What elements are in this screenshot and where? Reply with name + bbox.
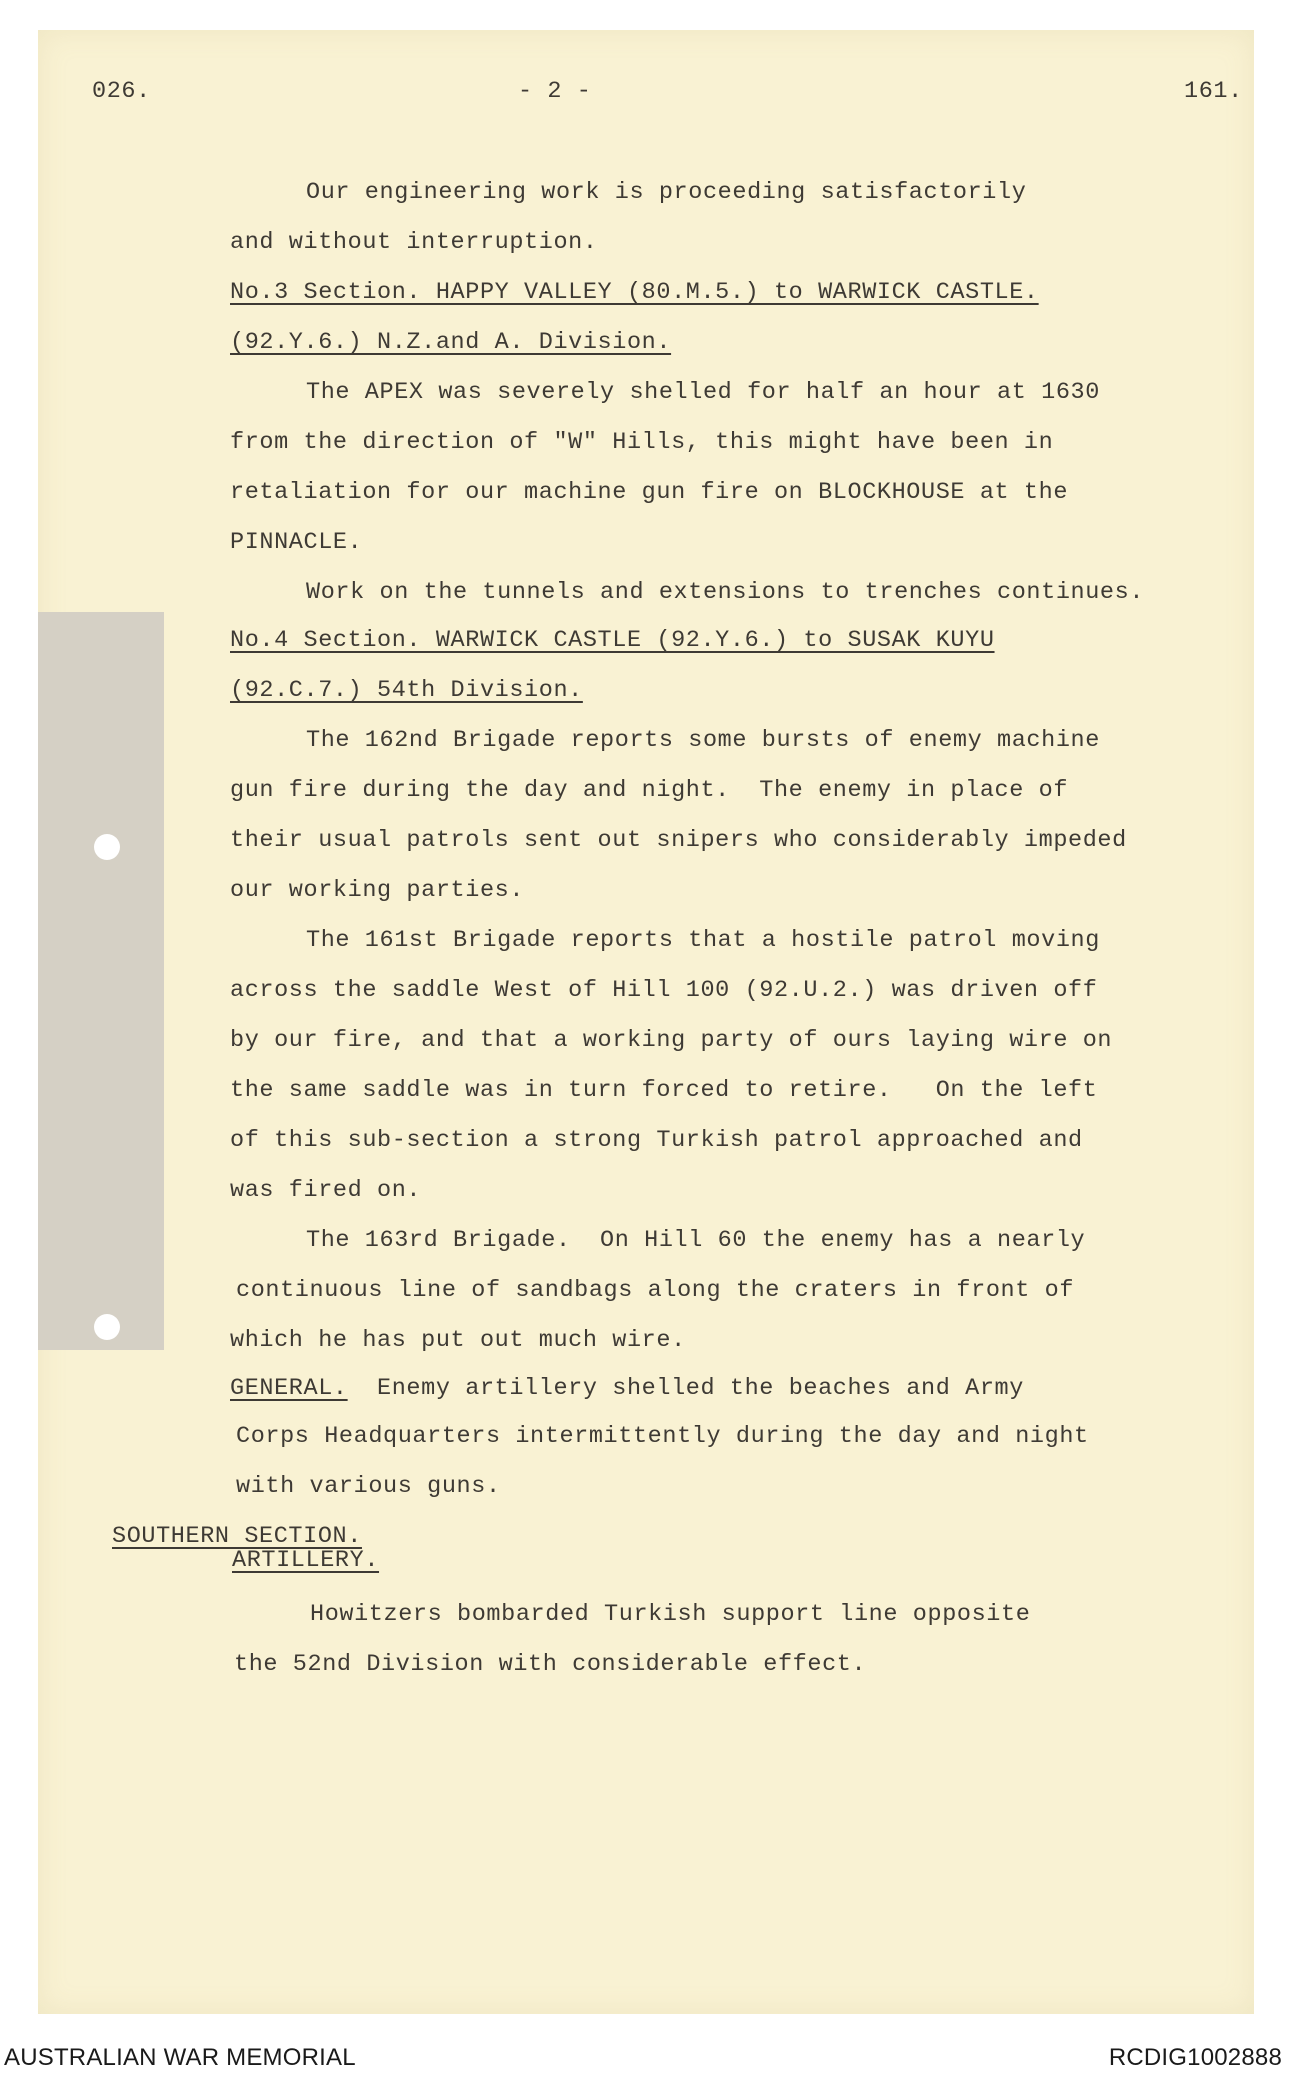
binding-tab [38,612,164,1350]
text-line: The 162nd Brigade reports some bursts of enemy machine [306,727,1100,754]
text-line: the 52nd Division with considerable effect. [234,1651,867,1678]
header-left-code: 026. [92,78,151,105]
section-heading: No.4 Section. WARWICK CASTLE (92.Y.6.) to SUSAK KUYU [230,627,995,654]
text-line: of this sub-section a strong Turkish patrol approached and [230,1127,1083,1154]
text-line: PINNACLE. [230,529,363,556]
text-line: The 163rd Brigade. On Hill 60 the enemy has a nearly [306,1227,1086,1254]
header-right-code: 161. [1184,78,1243,105]
text-line: and without interruption. [230,229,598,256]
text-line: our working parties. [230,877,525,904]
text-line: continuous line of sandbags along the craters in front of [236,1277,1075,1304]
general-heading: GENERAL. [230,1375,348,1402]
text-line: gun fire during the day and night. The enemy in place of [230,777,1069,804]
text-line: The 161st Brigade reports that a hostile patrol moving [306,927,1100,954]
text-line: their usual patrols sent out snipers who considerably impeded [230,827,1127,854]
section-heading: (92.Y.6.) N.Z.and A. Division. [230,329,672,356]
text-line: was fired on. [230,1177,422,1204]
text-line: with various guns. [236,1473,501,1500]
page-number: - 2 - [518,78,592,105]
archive-name: AUSTRALIAN WAR MEMORIAL [4,2044,356,2071]
document-page [38,30,1254,2014]
general-paragraph-start [230,1377,1024,1401]
section-heading: SOUTHERN SECTION. [112,1523,362,1550]
text-line: from the direction of "W" Hills, this might have been in [230,429,1054,456]
section-heading: No.3 Section. HAPPY VALLEY (80.M.5.) to WARWICK CASTLE. [230,279,1039,306]
punch-hole [94,834,120,860]
subsection-heading: ARTILLERY. [232,1547,380,1574]
punch-hole [94,1314,120,1340]
text-line: The APEX was severely shelled for half an hour at 1630 [306,379,1100,406]
text-line: by our fire, and that a working party of ours laying wire on [230,1027,1113,1054]
section-heading: (92.C.7.) 54th Division. [230,677,583,704]
text-line: Enemy artillery shelled the beaches and Army [347,1375,1024,1402]
record-id: RCDIG1002888 [1108,2044,1282,2071]
text-line: Corps Headquarters intermittently during the day and night [236,1423,1089,1450]
text-line: retaliation for our machine gun fire on BLOCKHOUSE at the [230,479,1069,506]
text-line: across the saddle West of Hill 100 (92.U.2.) was driven off [230,977,1098,1004]
text-line: Howitzers bombarded Turkish support line opposite [310,1601,1031,1628]
text-line: the same saddle was in turn forced to retire. On the left [230,1077,1098,1104]
text-line: which he has put out much wire. [230,1327,686,1354]
text-line: Our engineering work is proceeding satisfactorily [306,179,1027,206]
text-line: Work on the tunnels and extensions to trenches continues. [306,579,1145,606]
